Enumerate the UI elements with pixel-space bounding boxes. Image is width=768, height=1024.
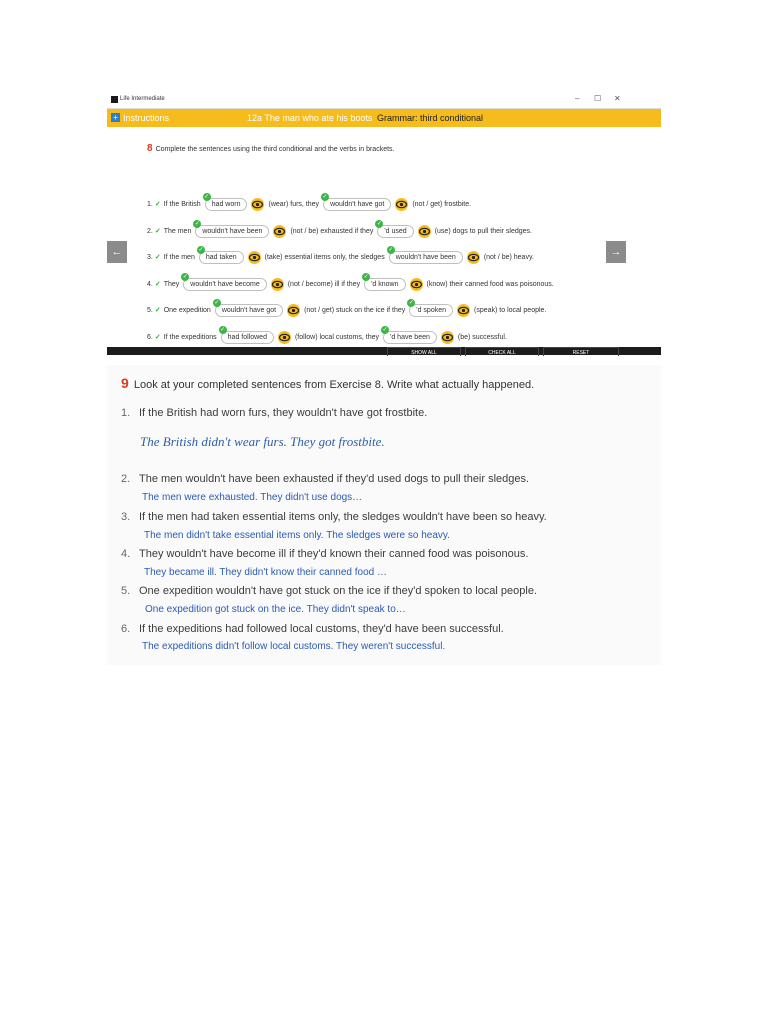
gap-value: wouldn't have got — [330, 200, 385, 208]
answer-5: One expedition got stuck on the ice. They didn't speak to… — [145, 604, 406, 615]
answer-4: They became ill. They didn't know their canned food … — [144, 567, 387, 578]
sentence-text: They — [163, 280, 180, 288]
answer-gap[interactable] — [204, 193, 248, 211]
answer-gap[interactable] — [363, 273, 405, 291]
sentence-row — [147, 195, 473, 213]
checkmark-icon: ✓ — [154, 254, 161, 261]
checkmark-icon: ✓ — [154, 307, 161, 314]
sentence-row — [147, 275, 556, 293]
correct-check-icon: ✓ — [220, 326, 226, 333]
gap-value: wouldn't have become — [190, 280, 260, 288]
question-2 — [121, 473, 529, 485]
grammar-title: Grammar: third conditional — [377, 113, 484, 123]
sentence-text: If the men — [163, 253, 195, 261]
app-logo-icon — [111, 96, 118, 103]
answer-gap[interactable] — [198, 246, 244, 264]
sentence-row — [147, 248, 536, 266]
sentence-number: 3. — [147, 253, 153, 261]
gap-value: had taken — [205, 253, 237, 261]
exercise-instruction: Look at your completed sentences from Exercise 8. Write what actually happened. — [133, 379, 535, 391]
action-bar — [107, 347, 661, 355]
question-text: If the British had worn furs, they wouldn't have got frostbite. — [139, 407, 428, 419]
sentence-text: (use) dogs to pull their sledges. — [434, 227, 532, 235]
answer-gap[interactable] — [214, 299, 283, 317]
question-1 — [121, 407, 427, 419]
question-5 — [121, 585, 537, 597]
answer-gap[interactable] — [376, 220, 413, 238]
sentence-text: (not / be) exhausted if they — [290, 227, 374, 235]
checkmark-icon: ✓ — [154, 201, 161, 208]
gap-value: wouldn't have been — [202, 227, 263, 235]
arrow-right-icon: → — [610, 246, 622, 258]
lesson-title: 12a The man who ate his boots — [247, 113, 373, 123]
sentence-text: (wear) furs, they — [268, 200, 320, 208]
answer-1: The British didn't wear furs. They got frostbite. — [140, 434, 385, 449]
question-number: 2. — [121, 473, 131, 485]
gap-value: 'd known — [371, 280, 399, 288]
checkmark-icon: ✓ — [154, 228, 161, 235]
sentence-text: (take) essential items only, the sledges — [264, 253, 385, 261]
prev-page-button[interactable] — [107, 241, 127, 263]
gap-value: had followed — [227, 333, 267, 341]
question-text: If the men had taken essential items only, the sledges wouldn't have been so heavy. — [139, 511, 547, 523]
question-3 — [121, 511, 547, 523]
eye-icon[interactable] — [467, 251, 480, 264]
sentence-text: (follow) local customs, they — [294, 333, 379, 341]
next-page-button[interactable] — [606, 241, 626, 263]
answer-gap[interactable] — [194, 220, 269, 238]
sentence-row — [147, 328, 509, 346]
eye-icon[interactable] — [273, 225, 286, 238]
question-number: 5. — [121, 585, 131, 597]
exercise-number: 8 — [147, 143, 153, 154]
instructions-button[interactable]: Instructions — [123, 113, 170, 123]
question-number: 1. — [121, 407, 131, 419]
checkmark-icon: ✓ — [154, 334, 161, 341]
checkmark-icon: ✓ — [154, 281, 161, 288]
sentence-text: If the expeditions — [163, 333, 217, 341]
gap-value: wouldn't have got — [221, 306, 277, 314]
eye-icon[interactable] — [441, 331, 454, 344]
question-text: If the expeditions had followed local customs, they'd have been successful. — [139, 623, 504, 635]
question-number: 4. — [121, 548, 131, 560]
lesson-header-bar — [107, 109, 661, 127]
question-6 — [121, 623, 504, 635]
correct-check-icon: ✓ — [322, 193, 328, 200]
gap-value: 'd spoken — [416, 306, 446, 314]
correct-check-icon: ✓ — [382, 326, 388, 333]
sentence-text: (not / be) heavy. — [483, 253, 534, 261]
correct-check-icon: ✓ — [198, 246, 204, 253]
close-button[interactable]: ✕ — [614, 94, 621, 103]
question-text: One expedition wouldn't have got stuck on the ice if they'd spoken to local people. — [139, 585, 538, 597]
instructions-plus-icon[interactable]: + — [111, 113, 120, 122]
check-all-button[interactable]: CHECK ALL — [465, 347, 539, 356]
answer-gap[interactable] — [408, 299, 453, 317]
question-number: 3. — [121, 511, 131, 523]
correct-check-icon: ✓ — [408, 299, 414, 306]
exercise-instruction: Complete the sentences using the third conditional and the verbs in brackets. — [155, 146, 395, 153]
eye-icon[interactable] — [251, 198, 264, 211]
gap-value: wouldn't have been — [395, 253, 456, 261]
sentence-text: (not / get) frostbite. — [412, 200, 472, 208]
eye-icon[interactable] — [418, 225, 431, 238]
sentence-number: 6. — [147, 333, 153, 341]
correct-check-icon: ✓ — [204, 193, 210, 200]
question-4 — [121, 548, 528, 560]
reset-button[interactable]: RESET — [543, 347, 619, 356]
sentence-text: (know) their canned food was poisonous. — [426, 280, 554, 288]
show-all-button[interactable]: SHOW ALL — [387, 347, 461, 356]
answer-gap[interactable] — [382, 326, 437, 344]
correct-check-icon: ✓ — [214, 299, 220, 306]
sentence-text: (not / get) stuck on the ice if they — [304, 306, 406, 314]
sentence-text: The men — [163, 227, 192, 235]
answer-gap[interactable] — [322, 193, 391, 211]
answer-3: The men didn't take essential items only. The sledges were so heavy. — [144, 530, 450, 541]
eye-icon[interactable] — [287, 304, 300, 317]
eye-icon[interactable] — [395, 198, 408, 211]
question-text: They wouldn't have become ill if they'd known their canned food was poisonous. — [139, 548, 529, 560]
eye-icon[interactable] — [248, 251, 261, 264]
sentence-number: 4. — [147, 280, 153, 288]
gap-value: had worn — [211, 200, 241, 208]
gap-value: 'd used — [384, 227, 407, 235]
sentence-text: One expedition — [163, 306, 211, 314]
eye-icon[interactable] — [457, 304, 470, 317]
gap-value: 'd have been — [390, 333, 430, 341]
maximize-button[interactable]: ☐ — [594, 94, 602, 103]
eye-icon[interactable] — [271, 278, 284, 291]
title-bar — [107, 91, 661, 109]
sentence-number: 1. — [147, 200, 153, 208]
sentence-text: (be) successful. — [457, 333, 507, 341]
exercise-9-heading — [121, 375, 534, 391]
question-number: 6. — [121, 623, 131, 635]
correct-check-icon: ✓ — [363, 273, 369, 280]
eye-icon[interactable] — [410, 278, 423, 291]
sentence-text: If the British — [163, 200, 201, 208]
sentence-number: 2. — [147, 227, 153, 235]
sentence-text: (speak) to local people. — [474, 306, 547, 314]
answer-gap[interactable] — [182, 273, 266, 291]
arrow-left-icon: ← — [111, 246, 123, 258]
answer-2: The men were exhausted. They didn't use dogs… — [142, 492, 363, 503]
exercise-number: 9 — [121, 375, 129, 391]
sentence-row — [147, 222, 534, 240]
eye-icon[interactable] — [278, 331, 291, 344]
correct-check-icon: ✓ — [388, 246, 394, 253]
sentence-number: 5. — [147, 306, 153, 314]
answer-6: The expeditions didn't follow local customs. They weren't successful. — [142, 641, 446, 652]
exercise-8-heading — [147, 143, 394, 154]
app-window — [107, 91, 661, 355]
exercise-9-panel — [107, 365, 661, 665]
correct-check-icon: ✓ — [376, 220, 382, 227]
correct-check-icon: ✓ — [194, 220, 200, 227]
app-title: Life Intermediate — [120, 96, 165, 102]
sentence-text: (not / become) ill if they — [287, 280, 361, 288]
minimize-button[interactable]: – — [575, 94, 580, 103]
answer-gap[interactable] — [388, 246, 463, 264]
answer-gap[interactable] — [220, 326, 274, 344]
sentence-row — [147, 301, 548, 319]
correct-check-icon: ✓ — [182, 273, 188, 280]
question-text: The men wouldn't have been exhausted if they'd used dogs to pull their sledges. — [139, 473, 530, 485]
exercise-panel — [107, 127, 661, 347]
